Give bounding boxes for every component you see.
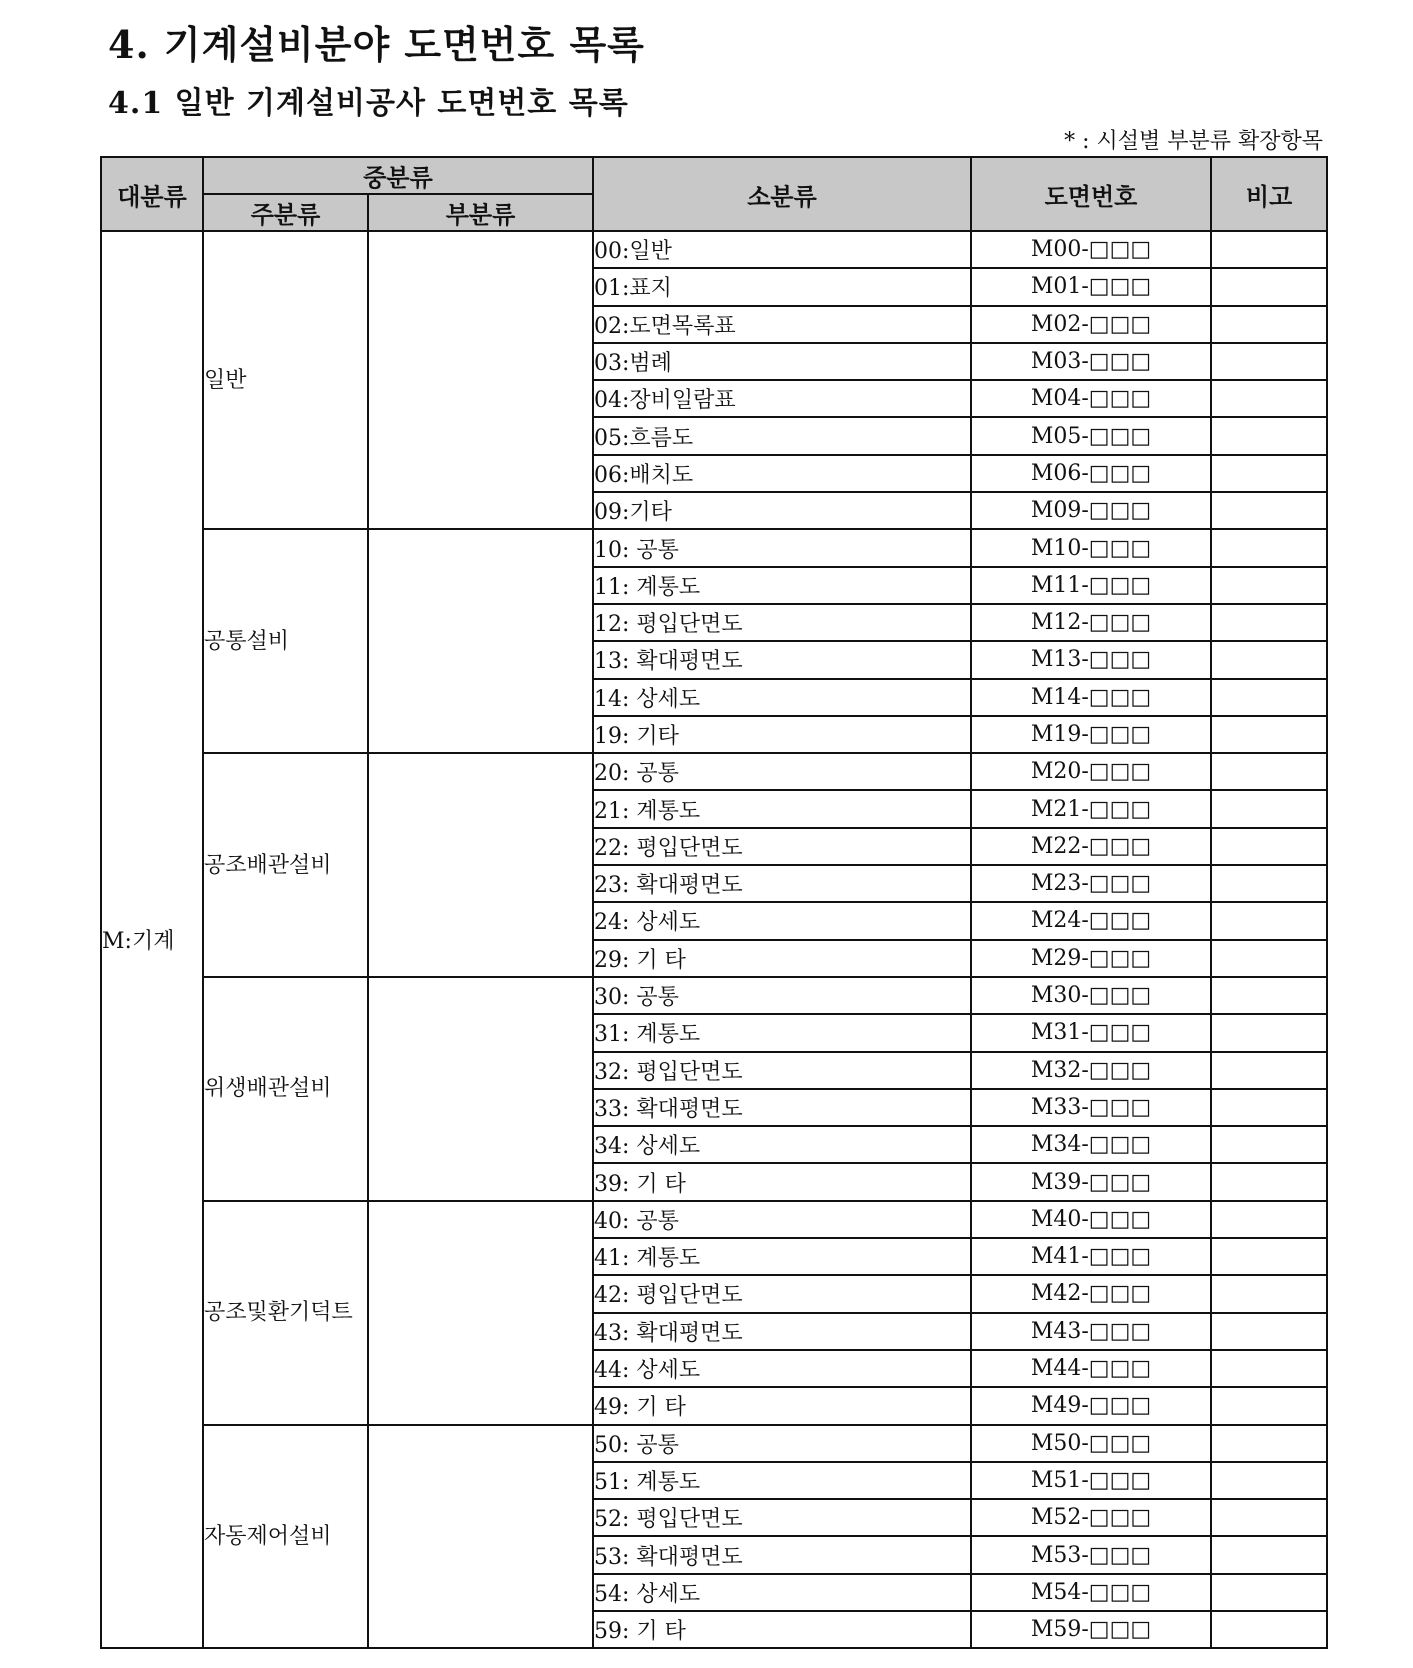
minor-category-cell: 19: 기타 [593, 716, 971, 753]
minor-category-cell: 52: 평입단면도 [593, 1499, 971, 1536]
table-row [101, 529, 1327, 566]
minor-category-cell: 00:일반 [593, 231, 971, 268]
remarks-cell [1211, 1350, 1327, 1387]
sub-category-cell [368, 753, 593, 977]
section-title: 4.1 일반 기계설비공사 도면번호 목록 [108, 86, 629, 121]
drawing-number-cell: M43-□□□ [971, 1313, 1211, 1350]
minor-category-cell: 14: 상세도 [593, 679, 971, 716]
remarks-cell [1211, 1089, 1327, 1126]
drawing-number-cell: M03-□□□ [971, 343, 1211, 380]
drawing-number-cell: M04-□□□ [971, 380, 1211, 417]
drawing-number-cell: M19-□□□ [971, 716, 1211, 753]
remarks-cell [1211, 1275, 1327, 1312]
minor-category-cell: 32: 평입단면도 [593, 1052, 971, 1089]
remarks-cell [1211, 716, 1327, 753]
drawing-number-cell: M42-□□□ [971, 1275, 1211, 1312]
minor-category-cell: 53: 확대평면도 [593, 1536, 971, 1573]
remarks-cell [1211, 1014, 1327, 1051]
remarks-cell [1211, 1462, 1327, 1499]
drawing-number-cell: M24-□□□ [971, 902, 1211, 939]
remarks-cell [1211, 1574, 1327, 1611]
minor-category-cell: 44: 상세도 [593, 1350, 971, 1387]
remarks-cell [1211, 1163, 1327, 1200]
remarks-cell [1211, 343, 1327, 380]
minor-category-cell: 01:표지 [593, 268, 971, 305]
sub-category-cell [368, 977, 593, 1201]
minor-category-cell: 43: 확대평면도 [593, 1313, 971, 1350]
minor-category-cell: 20: 공통 [593, 753, 971, 790]
remarks-cell [1211, 306, 1327, 343]
minor-category-cell: 13: 확대평면도 [593, 641, 971, 678]
drawing-number-cell: M51-□□□ [971, 1462, 1211, 1499]
drawing-number-cell: M20-□□□ [971, 753, 1211, 790]
drawing-number-cell: M29-□□□ [971, 940, 1211, 977]
table-row [101, 1201, 1327, 1238]
drawing-number-cell: M13-□□□ [971, 641, 1211, 678]
minor-category-cell: 31: 계통도 [593, 1014, 971, 1051]
minor-category-cell: 34: 상세도 [593, 1126, 971, 1163]
drawing-number-cell: M05-□□□ [971, 417, 1211, 454]
drawing-number-cell: M22-□□□ [971, 828, 1211, 865]
minor-category-cell: 40: 공통 [593, 1201, 971, 1238]
minor-category-cell: 42: 평입단면도 [593, 1275, 971, 1312]
minor-category-cell: 06:배치도 [593, 455, 971, 492]
major-category-cell: M:기계 [101, 231, 203, 1648]
minor-category-cell: 30: 공통 [593, 977, 971, 1014]
minor-category-cell: 21: 계통도 [593, 790, 971, 827]
remarks-cell [1211, 641, 1327, 678]
remarks-cell [1211, 1387, 1327, 1424]
remarks-cell [1211, 940, 1327, 977]
main-category-cell: 공조및환기덕트 [203, 1201, 368, 1425]
remarks-cell [1211, 790, 1327, 827]
drawing-number-cell: M01-□□□ [971, 268, 1211, 305]
drawing-number-cell: M54-□□□ [971, 1574, 1211, 1611]
remarks-cell [1211, 1126, 1327, 1163]
drawing-number-cell: M12-□□□ [971, 604, 1211, 641]
minor-category-cell: 51: 계통도 [593, 1462, 971, 1499]
drawing-number-cell: M10-□□□ [971, 529, 1211, 566]
minor-category-cell: 39: 기 타 [593, 1163, 971, 1200]
remarks-cell [1211, 604, 1327, 641]
drawing-number-cell: M23-□□□ [971, 865, 1211, 902]
drawing-number-cell: M41-□□□ [971, 1238, 1211, 1275]
remarks-cell [1211, 380, 1327, 417]
minor-category-cell: 22: 평입단면도 [593, 828, 971, 865]
minor-category-cell: 33: 확대평면도 [593, 1089, 971, 1126]
minor-category-cell: 41: 계통도 [593, 1238, 971, 1275]
table-row [101, 753, 1327, 790]
remarks-cell [1211, 567, 1327, 604]
table-row [101, 1425, 1327, 1462]
main-category-cell: 일반 [203, 231, 368, 529]
minor-category-cell: 05:흐름도 [593, 417, 971, 454]
remarks-cell [1211, 529, 1327, 566]
drawing-number-cell: M31-□□□ [971, 1014, 1211, 1051]
remarks-cell [1211, 1313, 1327, 1350]
remarks-cell [1211, 492, 1327, 529]
remarks-cell [1211, 679, 1327, 716]
remarks-cell [1211, 1052, 1327, 1089]
drawing-number-cell: M39-□□□ [971, 1163, 1211, 1200]
remarks-cell [1211, 1611, 1327, 1648]
minor-category-cell: 49: 기 타 [593, 1387, 971, 1424]
minor-category-cell: 24: 상세도 [593, 902, 971, 939]
remarks-cell [1211, 902, 1327, 939]
drawing-number-cell: M33-□□□ [971, 1089, 1211, 1126]
minor-category-cell: 54: 상세도 [593, 1574, 971, 1611]
remarks-cell [1211, 1536, 1327, 1573]
sub-category-cell [368, 529, 593, 753]
header-major-category: 대분류 [101, 157, 203, 231]
minor-category-cell: 29: 기 타 [593, 940, 971, 977]
main-category-cell: 공통설비 [203, 529, 368, 753]
minor-category-cell: 50: 공통 [593, 1425, 971, 1462]
table-row [101, 231, 1327, 268]
header-minor-category: 소분류 [593, 157, 971, 231]
drawing-number-cell: M52-□□□ [971, 1499, 1211, 1536]
sub-category-cell [368, 231, 593, 529]
header-remarks: 비고 [1211, 157, 1327, 231]
drawing-number-cell: M21-□□□ [971, 790, 1211, 827]
header-main-category: 주분류 [203, 194, 368, 231]
minor-category-cell: 04:장비일람표 [593, 380, 971, 417]
drawing-number-cell: M44-□□□ [971, 1350, 1211, 1387]
minor-category-cell: 12: 평입단면도 [593, 604, 971, 641]
drawing-number-cell: M02-□□□ [971, 306, 1211, 343]
table-body [101, 231, 1327, 1648]
remarks-cell [1211, 455, 1327, 492]
drawing-number-cell: M06-□□□ [971, 455, 1211, 492]
drawing-number-table [100, 156, 1328, 1649]
drawing-number-cell: M34-□□□ [971, 1126, 1211, 1163]
minor-category-cell: 10: 공통 [593, 529, 971, 566]
remarks-cell [1211, 417, 1327, 454]
minor-category-cell: 59: 기 타 [593, 1611, 971, 1648]
minor-category-cell: 02:도면목록표 [593, 306, 971, 343]
minor-category-cell: 03:범례 [593, 343, 971, 380]
remarks-cell [1211, 1499, 1327, 1536]
drawing-number-cell: M50-□□□ [971, 1425, 1211, 1462]
remarks-cell [1211, 828, 1327, 865]
drawing-number-cell: M32-□□□ [971, 1052, 1211, 1089]
remarks-cell [1211, 268, 1327, 305]
sub-category-cell [368, 1425, 593, 1649]
drawing-number-cell: M11-□□□ [971, 567, 1211, 604]
header-middle-category: 중분류 [203, 157, 593, 194]
main-category-cell: 자동제어설비 [203, 1425, 368, 1649]
drawing-number-cell: M40-□□□ [971, 1201, 1211, 1238]
remarks-cell [1211, 977, 1327, 1014]
header-drawing-number: 도면번호 [971, 157, 1211, 231]
remarks-cell [1211, 1425, 1327, 1462]
drawing-number-cell: M59-□□□ [971, 1611, 1211, 1648]
remarks-cell [1211, 753, 1327, 790]
remarks-cell [1211, 1201, 1327, 1238]
minor-category-cell: 11: 계통도 [593, 567, 971, 604]
drawing-number-cell: M09-□□□ [971, 492, 1211, 529]
remarks-cell [1211, 231, 1327, 268]
drawing-number-cell: M49-□□□ [971, 1387, 1211, 1424]
legend-note: * : 시설별 부분류 확장항목 [1064, 129, 1323, 154]
header-sub-category: 부분류 [368, 194, 593, 231]
page-title: 4. 기계설비분야 도면번호 목록 [108, 22, 645, 67]
main-category-cell: 공조배관설비 [203, 753, 368, 977]
remarks-cell [1211, 1238, 1327, 1275]
main-category-cell: 위생배관설비 [203, 977, 368, 1201]
minor-category-cell: 09:기타 [593, 492, 971, 529]
drawing-number-cell: M53-□□□ [971, 1536, 1211, 1573]
drawing-number-cell: M14-□□□ [971, 679, 1211, 716]
minor-category-cell: 23: 확대평면도 [593, 865, 971, 902]
sub-category-cell [368, 1201, 593, 1425]
table-row [101, 977, 1327, 1014]
drawing-number-cell: M30-□□□ [971, 977, 1211, 1014]
drawing-number-cell: M00-□□□ [971, 231, 1211, 268]
remarks-cell [1211, 865, 1327, 902]
